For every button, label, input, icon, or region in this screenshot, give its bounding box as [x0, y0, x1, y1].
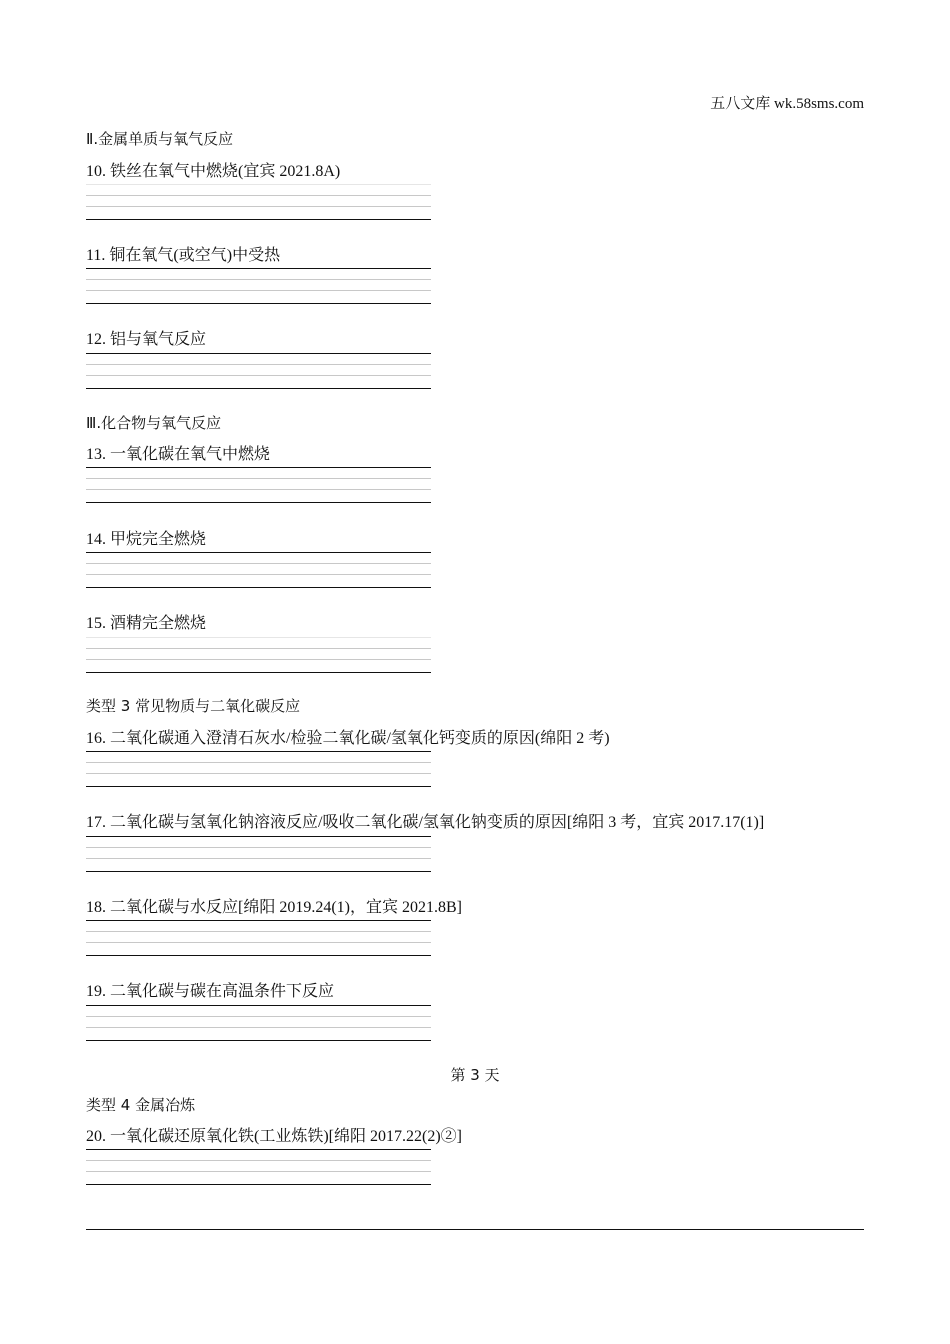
question-12: 12. 铝与氧气反应 [86, 331, 207, 348]
question-11: 11. 铜在氧气(或空气)中受热 [86, 247, 281, 264]
question-18: 18. 二氧化碳与水反应[绵阳 2019.24(1)，宜宾 2021.8B] [86, 899, 462, 916]
question-10: 10. 铁丝在氧气中燃烧(宜宾 2021.8A) [86, 163, 341, 180]
section-heading-type4-metallurgy: 类型 4 金属冶炼 [86, 1096, 196, 1114]
question-16: 16. 二氧化碳通入澄清石灰水/检验二氧化碳/氢氧化钙变质的原因(绵阳 2 考) [86, 730, 610, 747]
answer-lines-19[interactable] [86, 1005, 431, 1041]
question-20: 20. 一氧化碳还原氧化铁(工业炼铁)[绵阳 2017.22(2)②] [86, 1128, 462, 1145]
section-heading-compound-oxygen: Ⅲ.化合物与氧气反应 [86, 414, 222, 432]
answer-lines-18[interactable] [86, 920, 431, 956]
question-19: 19. 二氧化碳与碳在高温条件下反应 [86, 983, 335, 1000]
answer-lines-10[interactable] [86, 184, 431, 220]
answer-lines-17[interactable] [86, 836, 431, 872]
section-heading-type3-co2: 类型 3 常见物质与二氧化碳反应 [86, 697, 301, 715]
watermark: 五八文库 wk.58sms.com [710, 96, 864, 112]
answer-lines-20[interactable] [86, 1149, 431, 1185]
question-13: 13. 一氧化碳在氧气中燃烧 [86, 446, 271, 463]
question-17: 17. 二氧化碳与氢氧化钠溶液反应/吸收二氧化碳/氢氧化钠变质的原因[绵阳 3 考，宜宾 2017.17(1)] [86, 814, 765, 831]
footer-divider [86, 1229, 864, 1230]
answer-lines-13[interactable] [86, 467, 431, 503]
answer-lines-16[interactable] [86, 751, 431, 787]
answer-lines-11[interactable] [86, 268, 431, 304]
question-15: 15. 酒精完全燃烧 [86, 615, 207, 632]
question-14: 14. 甲烷完全燃烧 [86, 531, 207, 548]
answer-lines-15[interactable] [86, 637, 431, 673]
day-heading: 第 3 天 [450, 1066, 500, 1084]
section-heading-metal-oxygen: Ⅱ.金属单质与氧气反应 [86, 130, 234, 148]
answer-lines-12[interactable] [86, 353, 431, 389]
answer-lines-14[interactable] [86, 552, 431, 588]
